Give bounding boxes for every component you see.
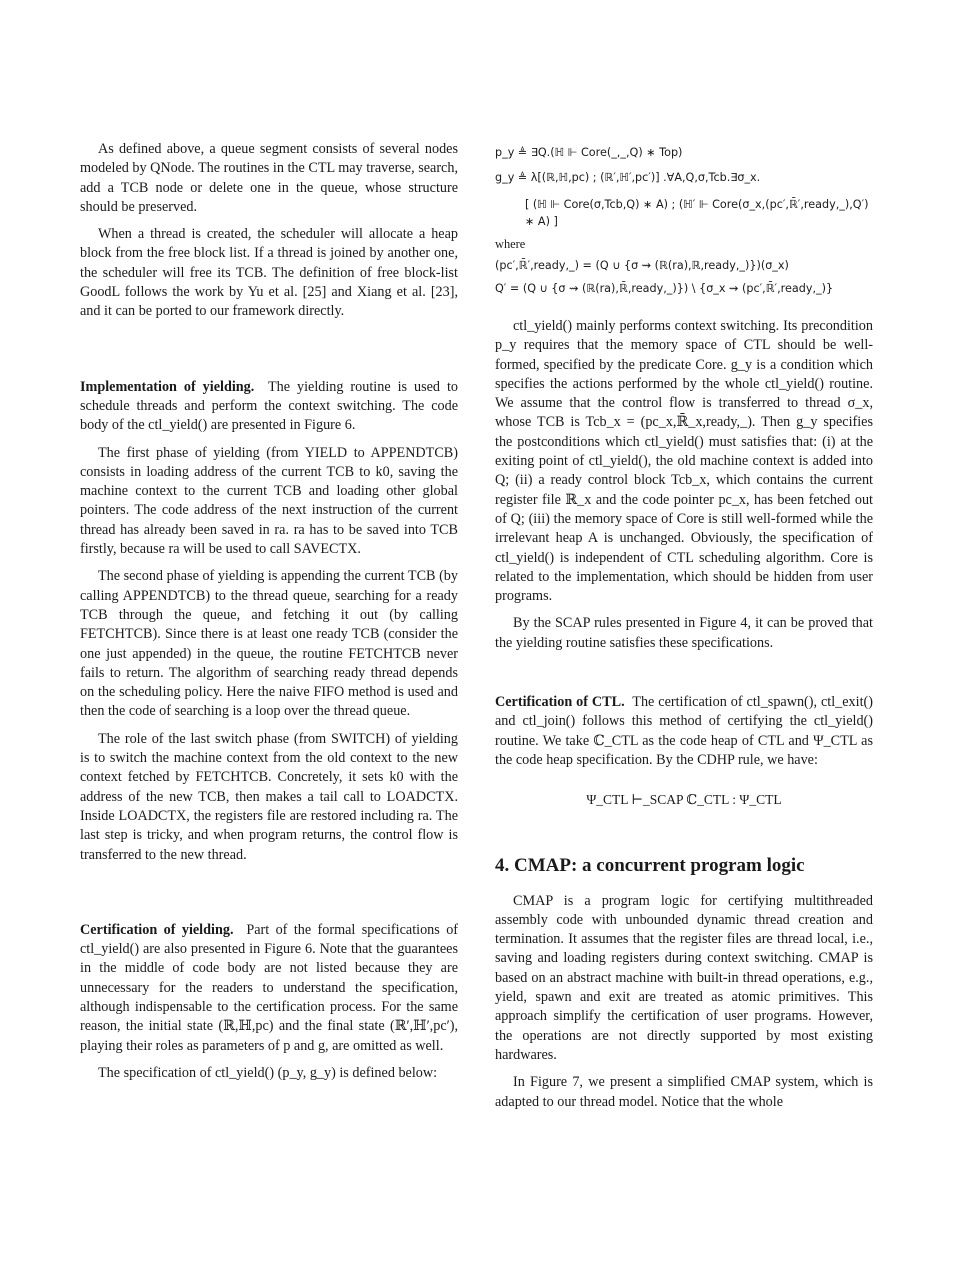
paragraph-scap-rules: By the SCAP rules presented in Figure 4, it can be proved that the yielding routine satisfies these specifications. (495, 615, 873, 651)
paragraph-cmap-intro: CMAP is a program logic for certifying multithreaded assembly code with unbounded dynamic thread creation and termination. It assumes that the register files are thread local, i.e., saving and loading registers during context switching. CMAP is based on an abstract machine with built-in thread operations, e.g., yield, spawn and exit are treated as atomic primitives. This approach simplify the certification of user programs. However, the operations are not directly supported by most existing hardwares. (495, 892, 873, 1063)
paragraph-ctl-yield-context: ctl_yield() mainly performs context switching. Its precondition p_y requires that the memory space of CTL should be well-formed, specified by the predicate Core. g_y is a condition which specifies the actions performed by the whole ctl_yield() routine. We assume that the control flow is transferred to thread σ_x, whose TCB is Tcb_x = (pc_x,ℝ̄_x,ready,_). Then g_y specifies the postconditions which ctl_yield() must satisfies that: (i) at the exiting point of ctl_yield(), the old machine context is added into Q; (ii) a ready control block Tcb_x, which contains the current register file ℝ_x and the code pointer pc_x, has been fetched out of Q; (iii) the memory space of Core is still well-formed while the irrelevant heap A is unchanged. Obviously, the specification of ctl_yield() is independent of CTL scheduling algorithm. Core is related to the implementation, which should be hidden from user programs. (495, 318, 873, 605)
paragraph-certification-yielding (80, 921, 458, 1056)
paragraph-switch-phase: The role of the last switch phase (from SWITCH) of yielding is to switch the machine context from the old context to the new context fetched by FETCHTCB. Concretely, it sets k0 with the address of the new TCB, then makes a tail call to LOADCTX. Inside LOADCTX, the registers file are restored including ra. The last step is tricky, and when program returns, the control flow is transferred to the new thread. (80, 730, 458, 863)
cdhp-equation: Ψ_CTL ⊢_SCAP ℂ_CTL : Ψ_CTL (586, 792, 782, 808)
paragraph-spec-defined: The specification of ctl_yield() (p_y, g_y) is defined below: (98, 1064, 438, 1081)
paragraph-first-phase: The first phase of yielding (from YIELD to APPENDTCB) consists in loading address of the current TCB to k0, saving the machine context to the current TCB and loading other global pointers. The code address of the next instruction of the current thread has already been saved in ra. ra has to be saved into TCB firstly, because ra will be used to call SAVECTX. (80, 444, 458, 558)
paragraph-figure7: In Figure 7, we present a simplified CMAP system, which is adapted to our thread model. Notice that the whole (495, 1074, 873, 1110)
formula-where: where (495, 237, 526, 251)
formula-where-2: Q′ = (Q ∪ {σ ⇝ (ℝ(ra),ℝ̄,ready,_)}) \ {σ_x ⇝ (pc′,ℝ̄′,ready,_)} (495, 282, 834, 295)
paragraph-queue-segment: As defined above, a queue segment consists of several nodes modeled by QNode. The routines in the CTL may traverse, search, add a TCB node or delete one in the queue, whose structure should be preserved. (80, 141, 458, 215)
heading-certification-ctl: Certification of CTL. (495, 694, 625, 711)
paragraph-free-block: When a thread is created, the scheduler will allocate a heap block from the free block list. If a thread is joined by another one, the scheduler will free its TCB. The definition of free block-list GoodL follows the work by Yu et al. [25] and Xiang et al. [23], and it can be ported to our framework directly. (80, 226, 458, 320)
paragraph-second-phase: The second phase of yielding is appending the current TCB (by calling APPENDTCB) to the thread queue, searching for a ready TCB through the queue, and fetching it out (by calling FETCHTCB). Since there is at least one ready TCB (consider the one just appended) in the queue, the routine FETCHTCB never fails to return. The algorithm of searching ready thread depends on the scheduling policy. Here the naive FIFO method is used and then the code of searching is a loop over the thread queue. (80, 568, 458, 720)
paragraph-certification-ctl (495, 693, 873, 770)
section-title-cmap: 4. CMAP: a concurrent program logic (495, 854, 805, 876)
certification-ctl-text: The certification of ctl_spawn(), ctl_exit() and ctl_join() follows this method of certifying the ctl_yield() routine. We take ℂ_CTL as the code heap of CTL and Ψ_CTL as the code heap specification. By the CDHP rule, we have: (495, 694, 873, 768)
formula-gy-line2: [ (ℍ ⊩ Core(σ,Tcb,Q) ∗ A) ; (ℍ′ ⊩ Core(σ_x,(pc′,ℝ̄′,ready,_),Q′) ∗ A) ] (525, 198, 869, 228)
paragraph-implementation (80, 378, 458, 436)
certification-text: Part of the formal specifications of ctl_yield() are also presented in Figure 6. Note that the guarantees in the middle of code body are not listed because they are unnecessary for the readers to understand the specification, although indispensable to the certification process. For the same reason, the initial state (ℝ,ℍ,pc) and the final state (ℝ′,ℍ′,pc′), playing their roles as parameters of p and g, are omitted as well. (80, 921, 459, 1054)
left-column (80, 140, 458, 1083)
heading-certification-yielding: Certification of yielding. (80, 921, 234, 938)
yield-spec-formula (495, 144, 873, 297)
formula-where-1: (pc′,ℝ̄′,ready,_) = (Q ∪ {σ ⇝ (ℝ(ra),ℝ,ready,_)})(σ_x) (495, 259, 789, 272)
implementation-text: The yielding routine is used to schedule threads and perform the context switching. The code body of the ctl_yield() are presented in Figure 6. (80, 378, 458, 434)
right-column (495, 140, 873, 1112)
formula-py: p_y ≜ ∃Q.(ℍ ⊩ Core(_,_,Q) ∗ Top) (495, 146, 683, 159)
formula-gy-line1: g_y ≜ λ[(ℝ,ℍ,pc) ; (ℝ′,ℍ′,pc′)] .∀A,Q,σ,Tcb.∃σ_x. (495, 171, 761, 184)
heading-implementation: Implementation of yielding. (80, 378, 255, 395)
